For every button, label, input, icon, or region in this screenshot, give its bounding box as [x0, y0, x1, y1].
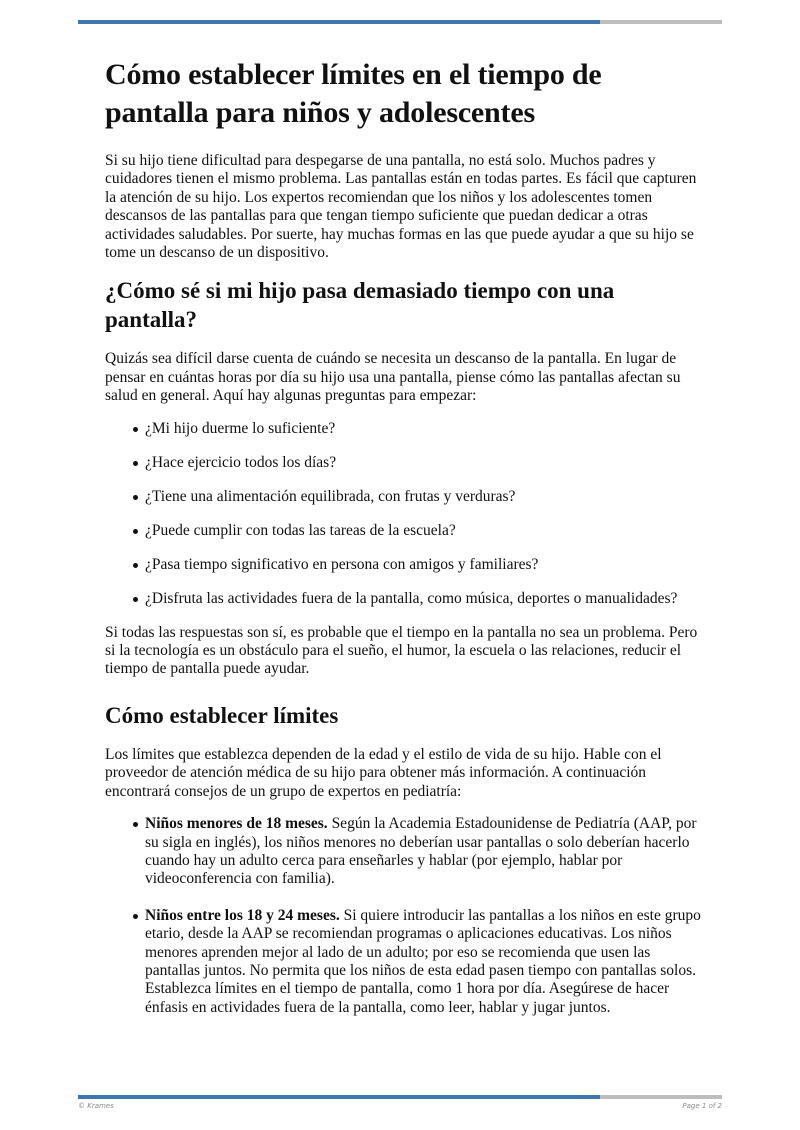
advice-text: Según la Academia Estadounidense de Pediatría (AAP, por su sigla en inglés), los niños menores no deberían usar pantallas o solo deberían hacerlo cuando hay un adulto cerca para enseñarles y hablar (por ejemplo, hablar por videoconferencia con familia). — [145, 815, 697, 888]
section-paragraph-set-limits: Los límites que establezca dependen de la edad y el estilo de vida de su hijo. Hable con el proveedor de atención médica de su hijo para obtener más información. A continuación encontrará consejos de un grupo de expertos en pediatría: — [105, 745, 662, 800]
questions-list — [105, 420, 705, 608]
bullet-icon — [133, 461, 138, 466]
list-item-text: ¿Hace ejercicio todos los días? — [145, 453, 337, 471]
advice-label: Niños menores de 18 meses. — [145, 815, 328, 833]
header-progress-fill — [78, 20, 600, 24]
list-item — [145, 556, 705, 574]
section-heading-screen-time: ¿Cómo sé si mi hijo pasa demasiado tiempo con una pantalla? — [105, 278, 615, 333]
list-item — [145, 590, 705, 608]
advice-text: Si quiere introducir las pantallas a los niños en este grupo etario, desde la AAP se recomiendan programas o aplicaciones educativas. Los niños menores aprenden mejor al lado de un adulto; por eso se recomienda que usen las pantallas juntos. No permita que los niños de esta edad pasen tiempo con pantallas solos. Establezca límites en el tiempo de pantalla, como 1 hora por día. Asegúrese de hacer énfasis en actividades fuera de la pantalla, como leer, hablar y jugar juntos. — [145, 906, 701, 1016]
bullet-icon — [133, 495, 138, 500]
list-item-text: ¿Mi hijo duerme lo suficiente? — [145, 419, 336, 437]
advice-label: Niños entre los 18 y 24 meses. — [145, 906, 340, 924]
section-paragraph-screen-time: Quizás sea difícil darse cuenta de cuándo se necesita un descanso de la pantalla. En lugar de pensar en cuántas horas por día su hijo usa una pantalla, piense cómo las pantallas afectan su salud en general. Aquí hay algunas preguntas para empezar: — [105, 350, 681, 405]
bullet-icon — [133, 597, 138, 602]
list-item-text: ¿Disfruta las actividades fuera de la pantalla, como música, deportes o manualidades? — [145, 589, 678, 607]
footer-progress-bar — [78, 1095, 722, 1099]
list-item-text: ¿Puede cumplir con todas las tareas de la escuela? — [145, 521, 456, 539]
section-conclusion: Si todas las respuestas son sí, es probable que el tiempo en la pantalla no sea un problema. Pero si la tecnología es un obstáculo para el sueño, el humor, la escuela o las relaciones, reducir el tiempo de pantalla puede ayudar. — [105, 623, 698, 678]
list-item — [145, 522, 705, 540]
footer-progress-fill — [78, 1095, 600, 1099]
list-item — [145, 907, 705, 1017]
advice-list — [105, 815, 705, 1017]
bullet-icon — [133, 427, 138, 432]
list-item — [145, 454, 705, 472]
bullet-icon — [133, 563, 138, 568]
bullet-icon — [133, 529, 138, 534]
bullet-icon — [133, 822, 138, 827]
document-body — [105, 56, 705, 1035]
list-item — [145, 815, 705, 889]
bullet-icon — [133, 914, 138, 919]
list-item-text: ¿Pasa tiempo significativo en persona con amigos y familiares? — [145, 555, 539, 573]
list-item-text: ¿Tiene una alimentación equilibrada, con frutas y verduras? — [145, 487, 516, 505]
list-item — [145, 420, 705, 438]
footer-copyright: © Krames — [78, 1102, 114, 1110]
footer-page-number: Page 1 of 2 — [682, 1102, 722, 1110]
intro-paragraph: Si su hijo tiene dificultad para despegarse de una pantalla, no está solo. Muchos padres y cuidadores tienen el mismo problema. Las pantallas están en todas partes. Es fácil que capturen la atención de su hijo. Los expertos recomiendan que los niños y los adolescentes tomen descansos de las pantallas para que tengan tiempo suficiente que puedan dedicar a otras actividades saludables. Por suerte, hay muchas formas en las que puede ayudar a que su hijo se tome un descanso de un dispositivo. — [105, 152, 697, 262]
list-item — [145, 488, 705, 506]
header-progress-bar — [78, 20, 722, 24]
page-title: Cómo establecer límites en el tiempo de pantalla para niños y adolescentes — [105, 58, 602, 129]
section-heading-set-limits: Cómo establecer límites — [105, 702, 339, 728]
